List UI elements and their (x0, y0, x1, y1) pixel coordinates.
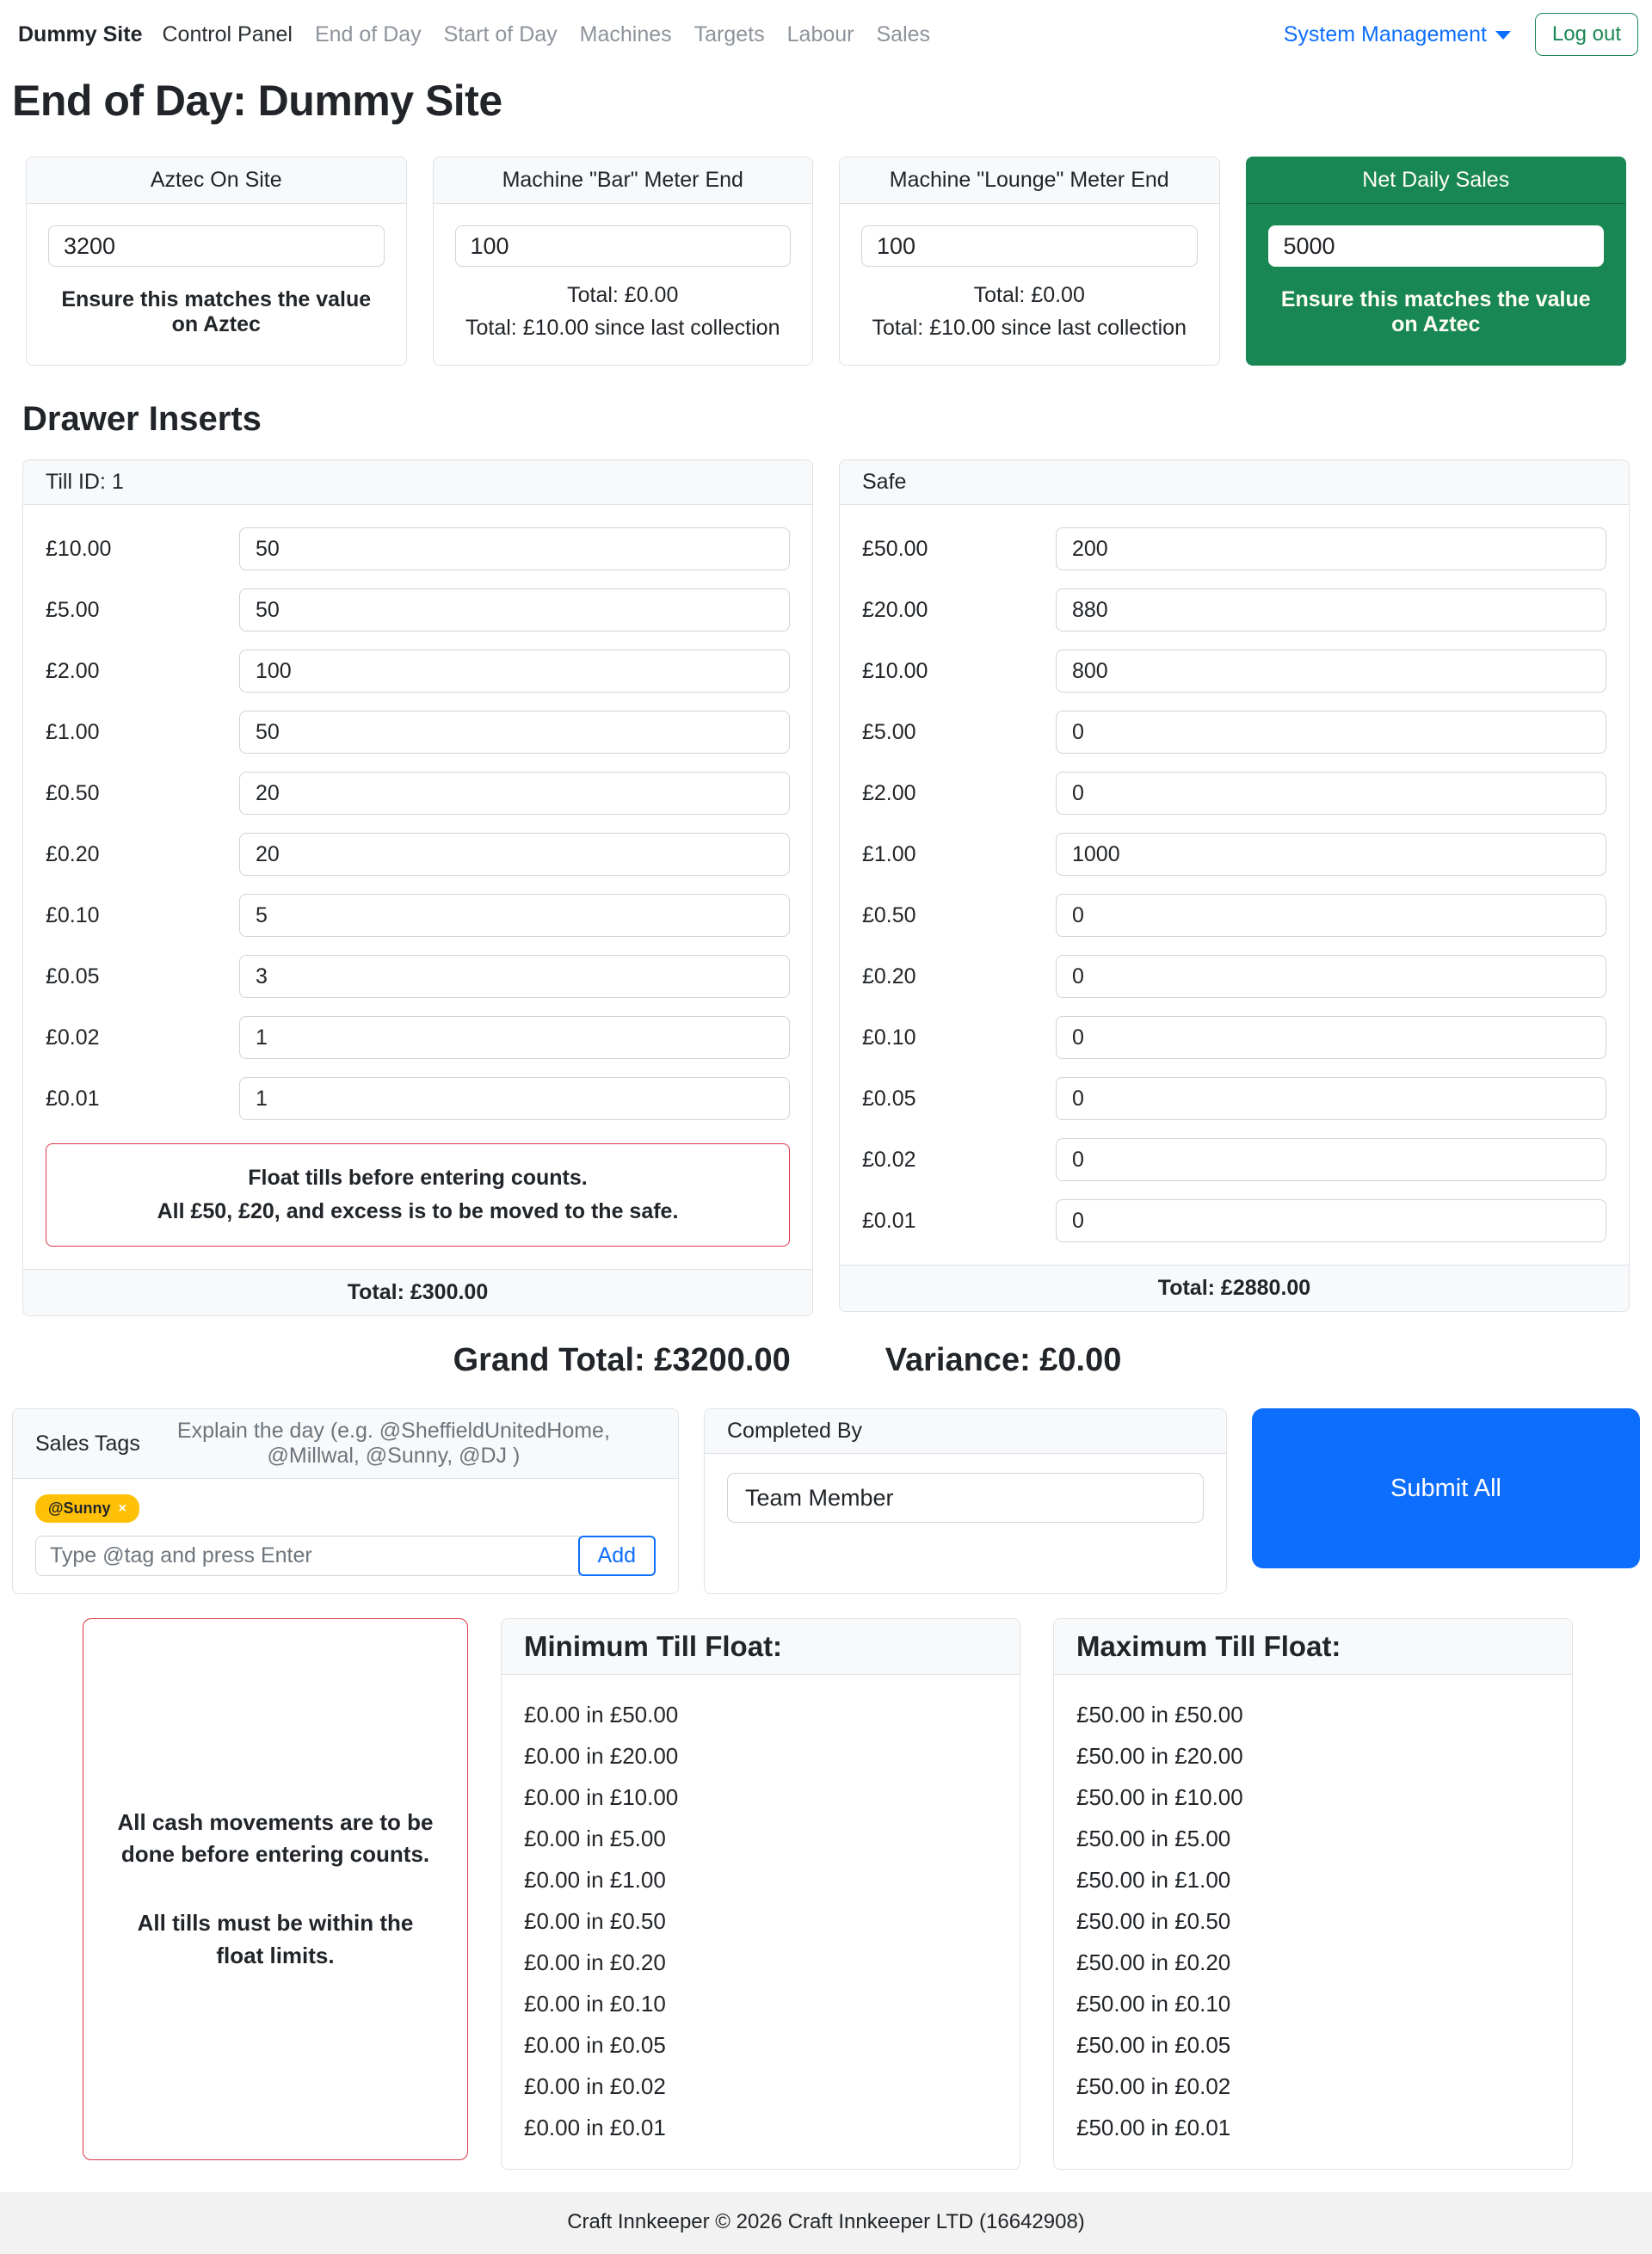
denomination-label: £20.00 (862, 597, 928, 622)
min-float-item: £0.00 in £50.00 (524, 1702, 679, 1727)
min-float-item: £0.00 in £0.02 (524, 2073, 666, 2099)
safe-denom-input-0-01[interactable] (1056, 1199, 1606, 1242)
max-float-item: £50.00 in £1.00 (1076, 1867, 1231, 1893)
till-denom-input-10-00[interactable] (239, 527, 790, 570)
till-denom-row (46, 833, 790, 876)
denomination-label: £50.00 (862, 536, 928, 561)
denomination-label: £5.00 (46, 597, 100, 622)
denomination-label: £0.20 (46, 841, 100, 866)
till-denom-input-5-00[interactable] (239, 588, 790, 631)
denomination-label: £1.00 (862, 841, 916, 866)
navbar-right (1284, 13, 1638, 56)
denomination-label: £0.50 (46, 780, 100, 805)
drawer-inserts-heading: Drawer Inserts (22, 400, 262, 438)
till-denom-input-1-00[interactable] (239, 711, 790, 754)
notice-line: All cash movements are to be done before entering counts. (117, 1808, 434, 1868)
submit-all-button[interactable]: Submit All (1252, 1408, 1640, 1568)
safe-denom-row (862, 894, 1606, 937)
denomination-label: £0.05 (862, 1086, 916, 1111)
machine-lounge-meter-card (839, 157, 1220, 366)
net-daily-sales-card (1246, 157, 1627, 366)
till-denom-row (46, 1016, 790, 1059)
till-denom-input-0-50[interactable] (239, 772, 790, 815)
maximum-till-float-panel (1053, 1618, 1573, 2170)
safe-denom-input-50-00[interactable] (1056, 527, 1606, 570)
max-float-item: £50.00 in £5.00 (1076, 1826, 1231, 1851)
max-float-item: £50.00 in £0.50 (1076, 1908, 1231, 1934)
max-float-item: £50.00 in £10.00 (1076, 1784, 1243, 1810)
till-denom-input-0-20[interactable] (239, 833, 790, 876)
denomination-label: £0.05 (46, 964, 100, 988)
tag-input[interactable] (35, 1536, 580, 1576)
min-float-item: £0.00 in £0.50 (524, 1908, 666, 1934)
safe-denom-row (862, 650, 1606, 693)
net-daily-sales-note: Ensure this matches the value on Aztec (1280, 287, 1591, 336)
safe-total: Total: £2880.00 (840, 1265, 1629, 1311)
site-footer: Craft Innkeeper © 2026 Craft Innkeeper LTD (16642908) (0, 2192, 1652, 2254)
sales-tag-badge (35, 1494, 139, 1523)
till-denom-row (46, 894, 790, 937)
till-panel-title: Till ID: 1 (23, 460, 812, 505)
variance: Variance: £0.00 (885, 1342, 1122, 1378)
safe-denom-row (862, 711, 1606, 754)
till-float-warning (46, 1143, 790, 1247)
max-float-item: £50.00 in £0.01 (1076, 2115, 1231, 2140)
minimum-till-float-title: Minimum Till Float: (502, 1619, 1020, 1675)
denomination-label: £2.00 (46, 658, 100, 683)
tag-label: @Sunny (48, 1500, 111, 1517)
system-management-dropdown[interactable] (1284, 22, 1511, 47)
aztec-card-title: Aztec On Site (27, 157, 406, 204)
completed-by-card (704, 1408, 1227, 1594)
brand: Dummy Site (18, 22, 143, 46)
summary-cards-row (26, 157, 1626, 366)
safe-denom-input-0-50[interactable] (1056, 894, 1606, 937)
denomination-label: £0.02 (46, 1025, 100, 1050)
system-management-label: System Management (1283, 22, 1487, 46)
bar-card-title: Machine "Bar" Meter End (434, 157, 813, 204)
chevron-down-icon (1495, 31, 1511, 40)
aztec-card-note: Ensure this matches the value on Aztec (61, 287, 372, 336)
safe-denom-row (862, 955, 1606, 998)
denomination-label: £1.00 (46, 719, 100, 744)
safe-panel (839, 459, 1630, 1312)
maximum-till-float-title: Maximum Till Float: (1054, 1619, 1572, 1675)
safe-denom-row (862, 588, 1606, 631)
till-denom-input-2-00[interactable] (239, 650, 790, 693)
nav-link-control-panel[interactable]: Control Panel (162, 22, 293, 46)
till-denom-input-0-10[interactable] (239, 894, 790, 937)
max-float-item: £50.00 in £0.20 (1076, 1949, 1231, 1975)
aztec-on-site-card (26, 157, 407, 366)
till-denom-row (46, 527, 790, 570)
page-title: End of Day: Dummy Site (12, 77, 502, 125)
safe-denom-row (862, 1077, 1606, 1120)
minimum-till-float-panel (501, 1618, 1020, 2170)
denomination-label: £0.01 (46, 1086, 100, 1111)
max-float-item: £50.00 in £20.00 (1076, 1743, 1243, 1769)
logout-button[interactable]: Log out (1535, 13, 1638, 56)
safe-denom-row (862, 1138, 1606, 1181)
till-denom-input-0-05[interactable] (239, 955, 790, 998)
max-float-item: £50.00 in £50.00 (1076, 1702, 1243, 1727)
lounge-total-since-collection: Total: £10.00 since last collection (872, 315, 1187, 340)
till-denom-row (46, 955, 790, 998)
min-float-item: £0.00 in £5.00 (524, 1826, 666, 1851)
drawer-panels-row (22, 459, 1630, 1316)
nav-link-end-of-day[interactable]: End of Day (314, 22, 422, 46)
safe-denom-input-0-05[interactable] (1056, 1077, 1606, 1120)
completed-by-title: Completed By (705, 1409, 1226, 1454)
denomination-label: £0.20 (862, 964, 916, 988)
denomination-label: £5.00 (862, 719, 916, 744)
max-float-item: £50.00 in £0.05 (1076, 2032, 1231, 2058)
till-denom-row (46, 711, 790, 754)
till-denom-input-0-02[interactable] (239, 1016, 790, 1059)
min-float-item: £0.00 in £1.00 (524, 1867, 666, 1893)
safe-denom-input-20-00[interactable] (1056, 588, 1606, 631)
min-float-item: £0.00 in £0.01 (524, 2115, 666, 2140)
machine-bar-meter-input[interactable] (455, 225, 792, 267)
lounge-total: Total: £0.00 (973, 283, 1085, 307)
min-float-item: £0.00 in £0.20 (524, 1949, 666, 1975)
nav-link-labour[interactable]: Labour (786, 22, 854, 46)
till-warning-line: All £50, £20, and excess is to be moved to the safe. (157, 1199, 679, 1223)
safe-denom-row (862, 772, 1606, 815)
denomination-label: £0.10 (862, 1025, 916, 1050)
denomination-label: £2.00 (862, 780, 916, 805)
till-panel (22, 459, 813, 1316)
bar-total: Total: £0.00 (567, 283, 679, 307)
machine-lounge-meter-input[interactable] (861, 225, 1198, 267)
submission-row (12, 1408, 1640, 1594)
sales-tags-title: Sales Tags (35, 1431, 140, 1456)
denomination-label: £10.00 (862, 658, 928, 683)
till-warning-line: Float tills before entering counts. (248, 1166, 588, 1190)
completed-by-input[interactable] (727, 1473, 1204, 1523)
nav-link-start-of-day[interactable]: Start of Day (443, 22, 558, 46)
safe-denom-input-0-10[interactable] (1056, 1016, 1606, 1059)
safe-denom-row (862, 1199, 1606, 1242)
sales-tags-card (12, 1408, 679, 1594)
remove-tag-icon[interactable]: × (118, 1500, 126, 1516)
nav-link-sales[interactable]: Sales (876, 22, 931, 46)
denomination-label: £0.10 (46, 902, 100, 927)
totals-row (0, 1342, 1613, 1379)
till-denom-input-0-01[interactable] (239, 1077, 790, 1120)
bar-total-since-collection: Total: £10.00 since last collection (465, 315, 780, 340)
lounge-card-title: Machine "Lounge" Meter End (840, 157, 1219, 204)
cash-movement-notice (83, 1618, 468, 2160)
net-daily-sales-title: Net Daily Sales (1247, 157, 1626, 204)
max-float-item: £50.00 in £0.10 (1076, 1991, 1231, 2017)
safe-denom-input-10-00[interactable] (1056, 650, 1606, 693)
min-float-item: £0.00 in £10.00 (524, 1784, 679, 1810)
min-float-item: £0.00 in £20.00 (524, 1743, 679, 1769)
notice-line: All tills must be within the float limits. (137, 1910, 414, 1968)
aztec-on-site-input[interactable] (48, 225, 385, 267)
safe-denom-input-1-00[interactable] (1056, 833, 1606, 876)
safe-panel-title: Safe (840, 460, 1629, 505)
till-total: Total: £300.00 (23, 1269, 812, 1315)
net-daily-sales-input[interactable] (1268, 225, 1605, 267)
safe-denom-row (862, 527, 1606, 570)
safe-denom-input-0-20[interactable] (1056, 955, 1606, 998)
safe-denom-row (862, 833, 1606, 876)
min-float-item: £0.00 in £0.05 (524, 2032, 666, 2058)
sales-tags-hint: Explain the day (e.g. @SheffieldUnitedHome, @Millwal, @Sunny, @DJ ) (176, 1419, 610, 1468)
denomination-label: £10.00 (46, 536, 112, 561)
min-float-item: £0.00 in £0.10 (524, 1991, 666, 2017)
safe-denom-row (862, 1016, 1606, 1059)
till-denom-row (46, 1077, 790, 1120)
nav-link-machines[interactable]: Machines (579, 22, 672, 46)
safe-denom-input-0-02[interactable] (1056, 1138, 1606, 1181)
float-info-row (83, 1618, 1569, 2170)
till-denom-row (46, 650, 790, 693)
till-denom-row (46, 772, 790, 815)
nav-link-targets[interactable]: Targets (693, 22, 765, 46)
machine-bar-meter-card (433, 157, 814, 366)
add-tag-button[interactable]: Add (578, 1536, 656, 1576)
denomination-label: £0.50 (862, 902, 916, 927)
safe-denom-input-5-00[interactable] (1056, 711, 1606, 754)
max-float-item: £50.00 in £0.02 (1076, 2073, 1231, 2099)
denomination-label: £0.01 (862, 1208, 916, 1233)
till-denom-row (46, 588, 790, 631)
denomination-label: £0.02 (862, 1147, 916, 1172)
grand-total: Grand Total: £3200.00 (453, 1342, 791, 1378)
top-navbar (0, 0, 1652, 67)
safe-denom-input-2-00[interactable] (1056, 772, 1606, 815)
